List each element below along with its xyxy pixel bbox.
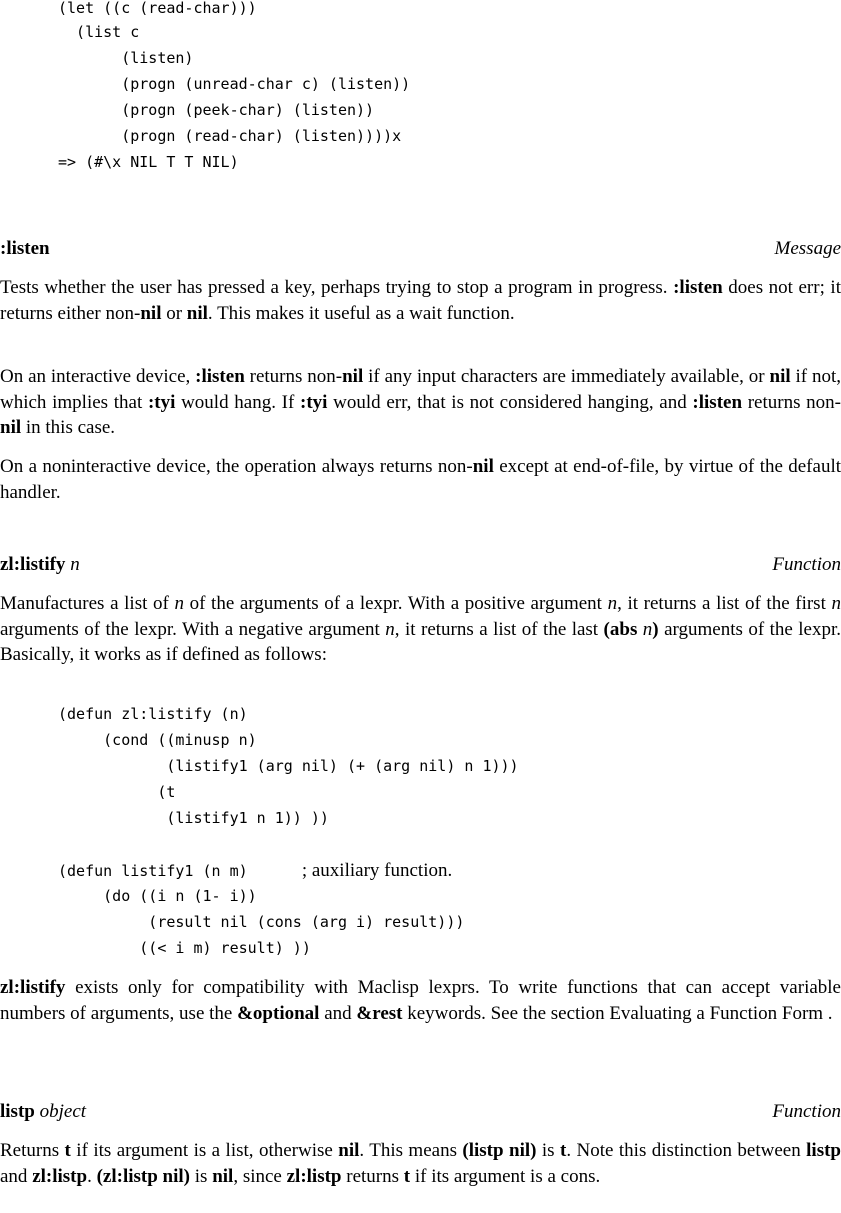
- code-line: (let ((c (read-char))): [58, 0, 257, 17]
- listen-noninteractive-paragraph: On a noninteractive device, the operation always returns non-nil except at end-of-file, by virtue of the default handler.: [0, 456, 841, 503]
- code-comment: ; auxiliary function.: [301, 860, 453, 881]
- code-line: (progn (unread-char c) (listen)): [58, 75, 411, 93]
- code-line: (listify1 n 1)) )): [58, 809, 329, 827]
- code-line: (progn (peek-char) (listen)): [58, 101, 375, 119]
- code-line: (listify1 (arg nil) (+ (arg nil) n 1))): [58, 757, 519, 775]
- entry-args: object: [39, 1101, 87, 1122]
- code-line: (cond ((minusp n): [58, 731, 257, 749]
- code-line: (progn (read-char) (listen))))x: [58, 127, 402, 145]
- code-line: (t: [58, 783, 176, 801]
- code-line: ((< i m) result) )): [58, 939, 311, 957]
- code-line: (defun listify1 (n m) ; auxiliary function.: [58, 860, 453, 881]
- listen-entry-header: [0, 238, 841, 260]
- entry-type: Function: [772, 1101, 841, 1122]
- entry-type: Function: [772, 554, 841, 575]
- entry-name: zl:listify: [0, 554, 66, 575]
- code-line: (defun zl:listify (n): [58, 705, 248, 723]
- listify-description: Manufactures a list of n of the arguments of a lexpr. With a positive argument n, it returns a list of the first n arguments of the lexpr. With a negative argument n, it returns a list of the last (abs n) arguments of the lexpr. Basically, it works as if defined as follows:: [0, 593, 841, 665]
- listen-interactive-paragraph: On an interactive device, :listen returns non-nil if any input characters are immediately available, or nil if not, which implies that :tyi would hang. If :tyi would err, that is not considered hanging, and :listen returns non-nil in this case.: [0, 366, 841, 438]
- entry-name: listp: [0, 1101, 35, 1122]
- entry-name: :listen: [0, 238, 50, 259]
- code-line: (do ((i n (1- i)): [58, 887, 257, 905]
- listify-entry-header: [0, 554, 841, 576]
- code-line: (result nil (cons (arg i) result))): [58, 913, 465, 931]
- entry-args: n: [70, 554, 80, 575]
- listen-description: Tests whether the user has pressed a key, perhaps trying to stop a program in progress. :listen does not err; it returns either non-nil or nil. This makes it useful as a wait function.: [0, 277, 841, 324]
- code-line: (listen): [58, 49, 194, 67]
- code-line: (list c: [58, 23, 140, 41]
- code-line: => (#\x NIL T T NIL): [58, 153, 239, 171]
- entry-type: Message: [774, 238, 841, 259]
- listp-entry-header: [0, 1101, 841, 1123]
- listify-compatibility-note: zl:listify exists only for compatibility with Maclisp lexprs. To write functions that can accept variable numbers of arguments, use the &optional and &rest keywords. See the section Evaluating a Function Form .: [0, 977, 841, 1024]
- listp-description: Returns t if its argument is a list, otherwise nil. This means (listp nil) is t. Note this distinction between listp and zl:listp. (zl:listp nil) is nil, since zl:listp returns t if its argument is a cons.: [0, 1140, 841, 1187]
